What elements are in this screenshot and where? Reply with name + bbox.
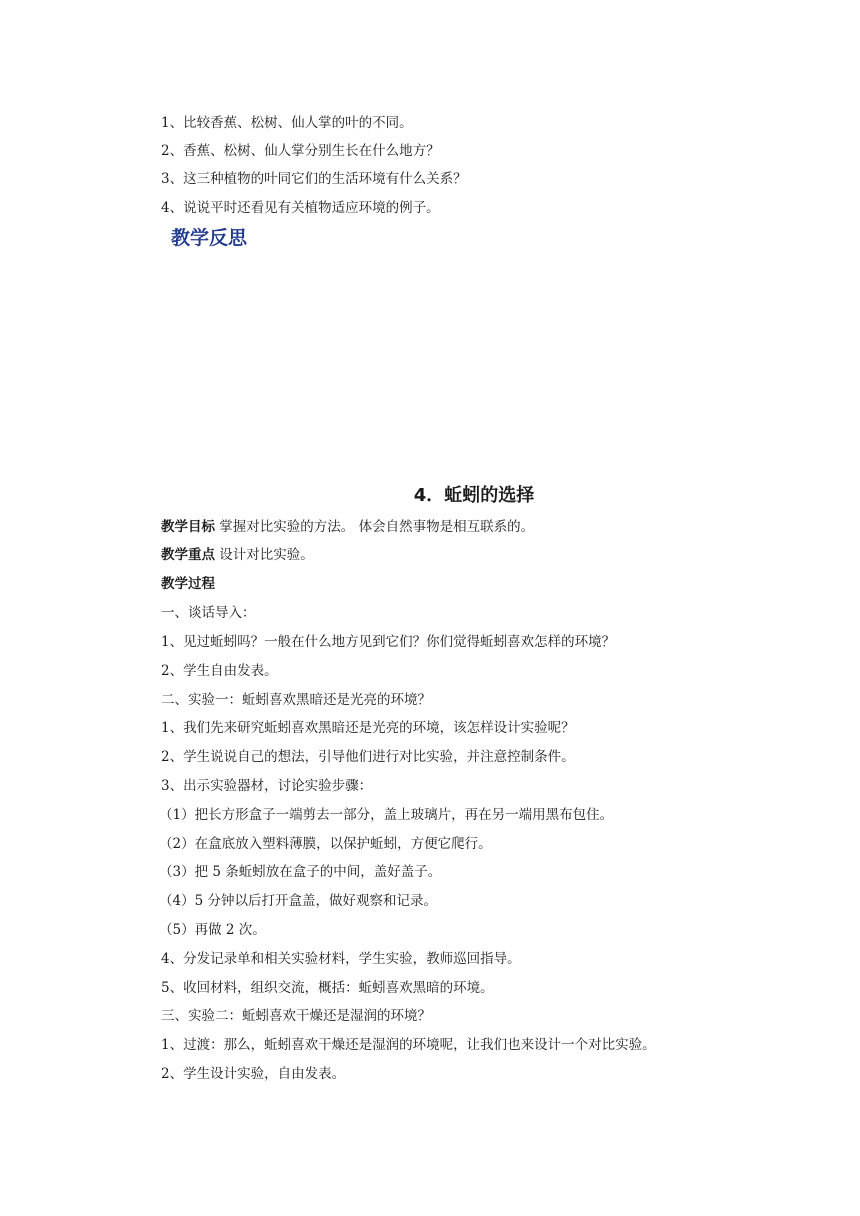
question-4: 4、说说平时还看见有关植物适应环境的例子。 (161, 200, 440, 216)
process-line: 1、见过蚯蚓吗？一般在什么地方见到它们？你们觉得蚯蚓喜欢怎样的环境？ (161, 634, 616, 650)
process-line: （5）再做 2 次。 (159, 922, 266, 938)
process-line: （1）把长方形盒子一端剪去一部分，盖上玻璃片，再在另一端用黑布包住。 (159, 807, 614, 823)
process-line: 1、我们先来研究蚯蚓喜欢黑暗还是光亮的环境，该怎样设计实验呢？ (161, 720, 575, 736)
process-line: （4）5 分钟以后打开盒盖，做好观察和记录。 (159, 893, 437, 909)
process-line: 三、实验二：蚯蚓喜欢干燥还是湿润的环境？ (161, 1008, 431, 1024)
goal-label: 教学目标 (161, 519, 215, 535)
chapter-title (0, 484, 860, 508)
process-line: 2、学生设计实验，自由发表。 (161, 1066, 346, 1082)
process-line: 一、谈话导入： (161, 605, 256, 621)
process-line: 1、过渡：那么，蚯蚓喜欢干燥还是湿润的环境呢，让我们也来设计一个对比实验。 (161, 1037, 656, 1053)
process-line: 2、学生说说自己的想法，引导他们进行对比实验，并注意控制条件。 (161, 749, 575, 765)
process-line: （3）把 5 条蚯蚓放在盒子的中间，盖好盖子。 (159, 864, 442, 880)
process-line: 3、出示实验器材，讨论实验步骤： (161, 778, 373, 794)
question-2: 2、香蕉、松树、仙人掌分别生长在什么地方？ (161, 143, 440, 159)
process-label: 教学过程 (161, 576, 215, 592)
goal-text: 掌握对比实验的方法。 体会自然事物是相互联系的。 (215, 519, 535, 535)
chapter-title-text: 4．蚯蚓的选择 (413, 485, 535, 506)
process-line: 2、学生自由发表。 (161, 663, 278, 679)
question-3: 3、这三种植物的叶同它们的生活环境有什么关系？ (161, 171, 467, 187)
process-line: 5、收回材料，组织交流，概括：蚯蚓喜欢黑暗的环境。 (161, 980, 494, 996)
process-line: 二、实验一：蚯蚓喜欢黑暗还是光亮的环境？ (161, 692, 431, 708)
question-1: 1、比较香蕉、松树、仙人掌的叶的不同。 (161, 115, 413, 131)
focus-line (161, 545, 314, 565)
reflection-heading: 教学反思 (171, 227, 248, 249)
focus-label: 教学重点 (161, 547, 215, 563)
process-line: （2）在盒底放入塑料薄膜，以保护蚯蚓，方便它爬行。 (159, 836, 492, 852)
focus-text: 设计对比实验。 (215, 547, 314, 563)
goal-line (161, 517, 534, 537)
process-line: 4、分发记录单和相关实验材料，学生实验，教师巡回指导。 (161, 951, 521, 967)
